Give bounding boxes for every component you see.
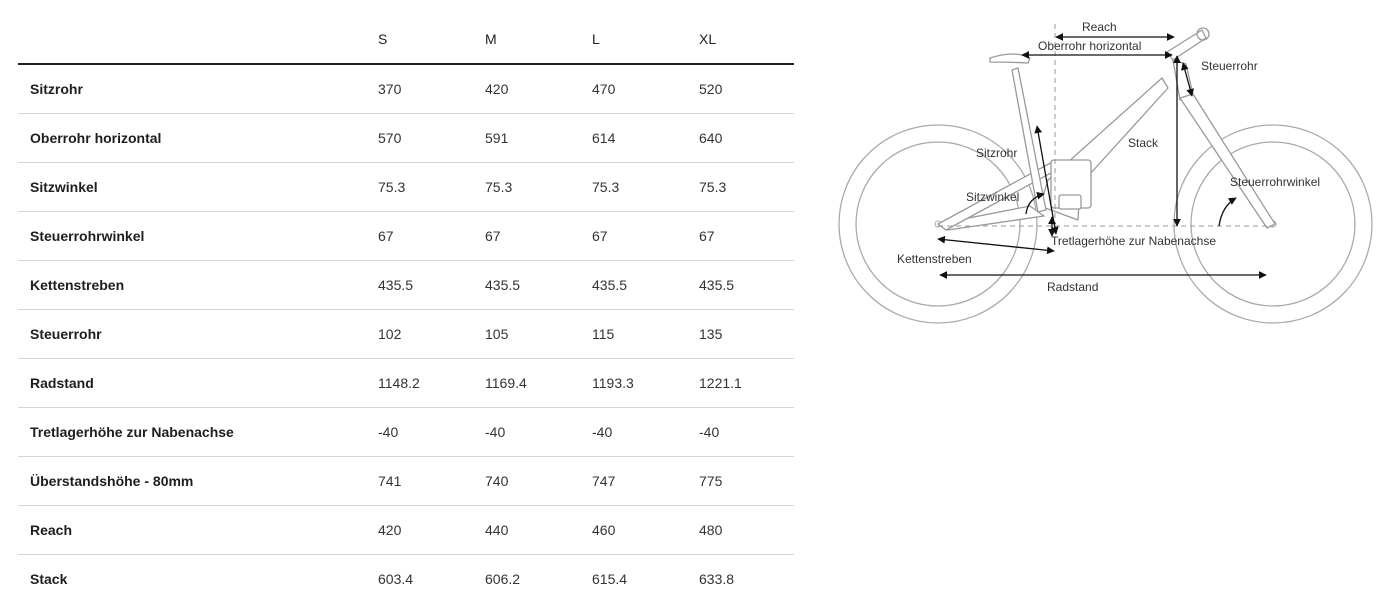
cell-m: 1169.4 — [485, 374, 527, 391]
cell-m: 435.5 — [485, 276, 521, 293]
label-sitzrohr: Sitzrohr — [976, 146, 1018, 160]
row-label: Stack — [30, 570, 68, 587]
header-size-xl: XL — [699, 31, 717, 47]
row-label: Steuerrohrwinkel — [30, 227, 145, 244]
cell-l: 615.4 — [592, 570, 628, 587]
cell-l: 747 — [592, 472, 616, 489]
table-row — [18, 211, 794, 260]
cell-s: 420 — [378, 521, 402, 538]
table-row — [18, 64, 794, 113]
geometry-table — [18, 15, 794, 603]
cell-s: 570 — [378, 129, 402, 146]
cell-m: 606.2 — [485, 570, 521, 587]
table-row — [18, 456, 794, 505]
cell-s: 435.5 — [378, 276, 414, 293]
header-size-l: L — [592, 31, 600, 47]
cell-xl: 520 — [699, 80, 723, 97]
cell-s: 67 — [378, 227, 394, 244]
cell-l: 460 — [592, 521, 616, 538]
label-oberrohr: Oberrohr horizontal — [1038, 39, 1142, 53]
table-header-row — [18, 15, 794, 64]
cell-l: 614 — [592, 129, 616, 146]
label-tretlager: Tretlagerhöhe zur Nabenachse — [1051, 234, 1216, 248]
cell-l: 470 — [592, 80, 616, 97]
cell-l: 115 — [592, 325, 615, 342]
cell-l: 435.5 — [592, 276, 628, 293]
cell-xl: 480 — [699, 521, 723, 538]
header-empty — [18, 15, 378, 64]
header-size-s: S — [378, 31, 388, 47]
cell-s: 102 — [378, 325, 402, 342]
cell-s: 370 — [378, 80, 402, 97]
cell-xl: 633.8 — [699, 570, 735, 587]
table-row — [18, 505, 794, 554]
steuerrohrwinkel-arc — [1219, 198, 1236, 226]
kettenstreben-arrow — [938, 239, 1054, 251]
cell-xl: 640 — [699, 129, 723, 146]
cell-m: 740 — [485, 472, 509, 489]
bike-geometry-diagram — [830, 10, 1385, 340]
cell-m: 440 — [485, 521, 509, 538]
table-row — [18, 554, 794, 603]
table-row — [18, 113, 794, 162]
row-label: Radstand — [30, 374, 94, 391]
row-label: Tretlagerhöhe zur Nabenachse — [30, 423, 234, 440]
cell-xl: 75.3 — [699, 178, 727, 195]
cell-m: -40 — [485, 423, 506, 440]
cell-xl: 1221.1 — [699, 374, 742, 391]
row-label: Kettenstreben — [30, 276, 125, 293]
table-row — [18, 358, 794, 407]
cell-l: -40 — [592, 423, 613, 440]
cell-xl: 67 — [699, 227, 715, 244]
label-sitzwinkel: Sitzwinkel — [966, 190, 1020, 204]
cell-xl: 135 — [699, 325, 723, 342]
table-row — [18, 162, 794, 211]
label-steuerrohrwinkel: Steuerrohrwinkel — [1230, 175, 1321, 189]
label-kettenstreben: Kettenstreben — [897, 252, 972, 266]
label-steuerrohr: Steuerrohr — [1201, 59, 1258, 73]
cell-m: 591 — [485, 129, 509, 146]
cell-s: 741 — [378, 472, 402, 489]
label-radstand: Radstand — [1047, 280, 1099, 294]
table-row — [18, 260, 794, 309]
cell-m: 420 — [485, 80, 509, 97]
cell-xl: 435.5 — [699, 276, 735, 293]
cell-xl: -40 — [699, 423, 720, 440]
cell-m: 67 — [485, 227, 501, 244]
row-label: Sitzwinkel — [30, 178, 98, 195]
row-label: Reach — [30, 521, 73, 538]
table-row — [18, 309, 794, 358]
label-reach: Reach — [1082, 20, 1117, 34]
cell-m: 75.3 — [485, 178, 513, 195]
label-stack: Stack — [1128, 136, 1159, 150]
cell-s: -40 — [378, 423, 399, 440]
cell-xl: 775 — [699, 472, 723, 489]
table-row — [18, 407, 794, 456]
row-label: Sitzrohr — [30, 80, 83, 97]
row-label: Oberrohr horizontal — [30, 129, 162, 146]
cell-l: 1193.3 — [592, 374, 634, 391]
cell-l: 67 — [592, 227, 608, 244]
cell-s: 603.4 — [378, 570, 414, 587]
row-label: Steuerrohr — [30, 325, 102, 342]
cell-m: 105 — [485, 325, 509, 342]
row-label: Überstandshöhe - 80mm — [30, 472, 194, 489]
cell-s: 1148.2 — [378, 374, 420, 391]
cell-l: 75.3 — [592, 178, 620, 195]
header-size-m: M — [485, 31, 497, 47]
cell-s: 75.3 — [378, 178, 406, 195]
